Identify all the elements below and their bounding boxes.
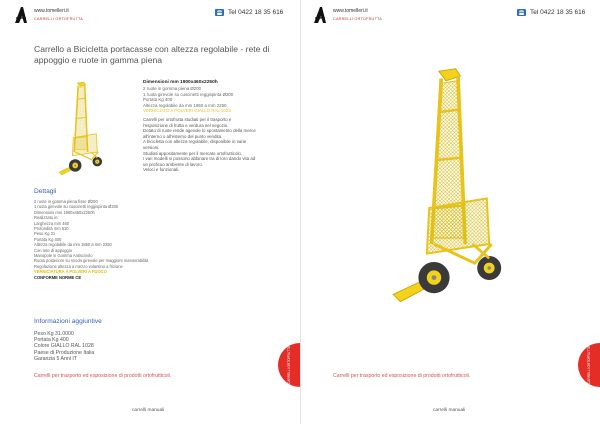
dettagli-line: Altezza regolabile da mm 1850 a mm 2250 [34, 242, 112, 248]
description-line: all'interno o all'esterno del punto vendita. [143, 133, 223, 139]
category-badge[interactable] [572, 343, 600, 387]
phone-icon [215, 9, 224, 16]
category-subtitle: CARRELLI ORTOFRUTTA [34, 17, 83, 21]
dettagli-heading: Dettagli [34, 188, 57, 195]
dettagli-finish: VERNICIATURA A POLVERI A FUOCO [34, 269, 107, 275]
category-badge[interactable] [272, 343, 300, 387]
spec-line: 1 ruota girevole su cuscinetti reggispinta Ø200 [143, 91, 234, 97]
info-line: Paese di Produzione Italia [34, 349, 95, 356]
phone-number[interactable]: Tel 0422 18 35 616 [530, 9, 586, 16]
description-line: Dotato di ruote rende agevole lo spostamento della merce [143, 128, 256, 134]
info-heading: Informazioni aggiuntive [34, 318, 102, 325]
dettagli-line: Ruota posteriore su snodo girevole per maggiore manovrabilità [34, 258, 149, 264]
page-footer: carrelli manuali [132, 408, 165, 413]
dettagli-line: Portata Kg 400 [34, 236, 62, 242]
dettagli-line: Regolazione altezza a mezzo volantino a frizione [34, 263, 123, 269]
info-line: Portata Kg 400 [34, 337, 69, 344]
spec-line-color: VERNICIATO A POLVERI GIALLO RAL 1028 [143, 108, 231, 114]
description-line: l'esposizione di frutta e verdura nel negozio. [143, 122, 229, 128]
category-subtitle: CARRELLI ORTOFRUTTA [333, 17, 382, 21]
site-url[interactable]: www.tomelleri.it [34, 8, 69, 14]
site-url[interactable]: www.tomelleri.it [333, 8, 368, 14]
description-line: I vari modelli si possono abbinare tra di loro dando vita ad [143, 156, 256, 162]
dettagli-line: Dimensioni mm 1900x460x2250h [34, 209, 95, 215]
phone-number[interactable]: Tel 0422 18 35 616 [228, 9, 284, 16]
dettagli-line: Realizzato in: [34, 215, 59, 221]
spec-line: 2 ruote in gomma piena Ø200 [143, 86, 202, 91]
description-line: Studiati appositamente per il mercato ortofrutticolo. [143, 150, 243, 156]
dettagli-norms: CONFORME NORME CE [34, 274, 82, 280]
right-page [300, 0, 600, 424]
spec-line: Altezza regolabile da mm 1850 a mm 2250 [143, 102, 227, 108]
description-line: A bicicletta con altezza regolabile, disponibile in varie [143, 139, 247, 145]
dettagli-line: Con rete di appoggio [34, 247, 73, 253]
dettagli-line: 2 ruote in gomma piena fisse Ø200 [34, 199, 98, 204]
info-line: Garanzia 5 Anni IT [34, 355, 77, 362]
info-list [34, 331, 204, 362]
description-line: un proficuo ambiente di lavoro. [143, 161, 204, 167]
description-line: Veloci e funzionali. [143, 167, 180, 173]
product-thumbnail[interactable] [48, 80, 112, 176]
dettagli-line: Manopole in Gomma Antiscivolo [34, 253, 93, 259]
badge-label: CARRELLI ORTOFRUTTA [587, 346, 591, 384]
dettagli-line: Profondità mm 510 [34, 226, 69, 232]
page-footer: carrelli manuali [433, 408, 466, 413]
product-title: Carrello a Bicicletta portacasse con altezza regolabile - rete di appoggio e ruote in gamma piena [34, 44, 270, 65]
badge-label: CARRELLI ORTOFRUTTA [287, 346, 291, 384]
dimensions-title: Dimensioni mm 1900x460x2250h [143, 80, 218, 85]
footer-note: Carrelli per trasporto ed esposizione di prodotti ortofrutticoli. [34, 373, 172, 379]
spec-line: Portata Kg 400 [143, 97, 173, 103]
description-line: versioni. [143, 144, 160, 150]
dettagli-line: Larghezza mm 460 [34, 220, 70, 226]
info-line: Peso Kg 31.0000 [34, 331, 74, 337]
dettagli-list [34, 199, 204, 280]
product-image[interactable] [381, 64, 511, 304]
company-logo-icon [313, 6, 327, 24]
specs-list [143, 86, 293, 114]
footer-note: Carrelli per trasporto ed esposizione di prodotti ortofrutticoli. [333, 373, 471, 379]
phone-icon [517, 9, 526, 16]
product-description [143, 117, 293, 173]
description-line: Carrelli per ortofrutta studiati per il trasporto e [143, 117, 232, 122]
company-logo-icon [14, 6, 28, 24]
info-line: Colore GIALLO RAL 1028 [34, 343, 94, 350]
dettagli-line: 1 ruota girevole su cuscinetti reggispinta Ø200 [34, 204, 119, 210]
dettagli-line: Peso Kg 31 [34, 231, 56, 237]
